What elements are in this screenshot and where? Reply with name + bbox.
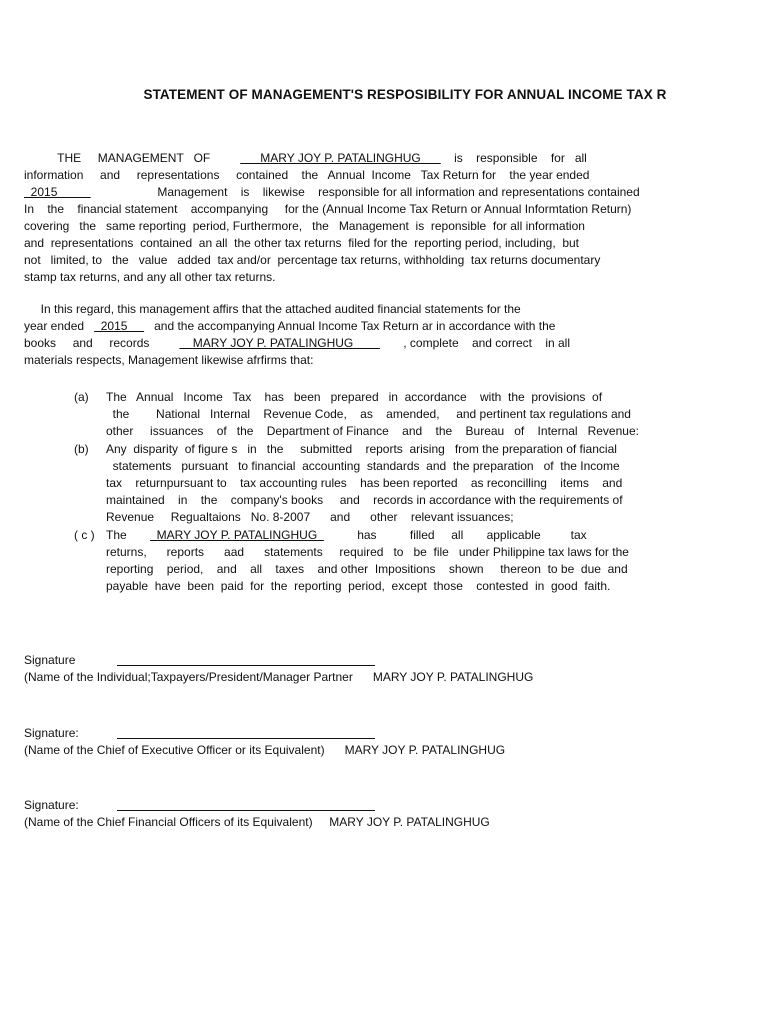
signature-line[interactable] bbox=[117, 665, 375, 666]
signature-block-2 bbox=[24, 725, 724, 759]
para1-line-2: information and representations contained the Annual Income Tax Return for the year ended bbox=[24, 168, 590, 182]
para2-line-2: year ended 2015 and the accompanying Annual Income Tax Return ar in accordance with the bbox=[24, 319, 556, 333]
document-title-text: STATEMENT OF MANAGEMENT'S RESPOSIBILITY FOR ANNUAL INCOME TAX R bbox=[143, 87, 667, 102]
para2-line-4: materials respects, Management likewise afrfirms that: bbox=[24, 353, 314, 367]
list-item-b: (b) Any disparity of figure s in the submitted reports arising from the preparation of fiancial statements pursuant to financial accounting standards and the preparation of the Income tax returnpursuant to tax accounting rules has been reported as reconcilling items and maintained in the company's books and records in accordance with the requirements of Revenue Regualtaions No. 8-2007 and other relevant issuances; bbox=[74, 442, 623, 524]
signature-label: Signature bbox=[24, 653, 76, 667]
para1-line-8: stamp tax returns, and any all other tax returns. bbox=[24, 270, 276, 284]
signatory-role: (Name of the Chief of Executive Officer or its Equivalent) bbox=[24, 743, 345, 757]
signatory-name: MARY JOY P. PATALINGHUG bbox=[344, 743, 506, 757]
para1-line-7: not limited, to the value added tax and/or percentage tax returns, withholding tax returns documentary bbox=[24, 253, 601, 267]
para1-line-1: THE MANAGEMENT OF MARY JOY P. PATALINGHUG is responsible for all bbox=[24, 151, 587, 165]
books-name-field: MARY JOY P. PATALINGHUG bbox=[179, 336, 380, 350]
year-field-2: 2015 bbox=[94, 319, 145, 333]
para1-line-3: 2015 Management is likewise responsible for all information and representations contained bbox=[24, 185, 640, 199]
list-item-label: (a) bbox=[74, 390, 89, 404]
signature-label: Signature: bbox=[24, 726, 79, 740]
signatory-name: MARY JOY P. PATALINGHUG bbox=[329, 815, 490, 829]
signature-block-1 bbox=[24, 652, 724, 686]
para2-line-3: books and records MARY JOY P. PATALINGHUG , complete and correct in all bbox=[24, 336, 570, 350]
signature-block-3 bbox=[24, 797, 724, 831]
signatory-role: (Name of the Individual;Taxpayers/President/Manager Partner bbox=[24, 670, 373, 684]
signatory-name: MARY JOY P. PATALINGHUG bbox=[372, 670, 534, 684]
signature-label: Signature: bbox=[24, 798, 79, 812]
signature-line[interactable] bbox=[117, 738, 375, 739]
year-field: 2015 bbox=[24, 185, 91, 199]
para2-line-1: In this regard, this management affirs that the attached audited financial statements for the bbox=[24, 302, 521, 316]
company-name-field: MARY JOY P. PATALINGHUG bbox=[240, 151, 441, 165]
list-item-a: (a) The Annual Income Tax has been prepared in accordance with the provisions of the National Internal Revenue Code, as amended, and pertinent tax regulations and other issuances of the Department of Finance and the Bureau of Internal Revenue: bbox=[74, 390, 639, 438]
list-item-c: ( c ) The MARY JOY P. PATALINGHUG has filled all applicable tax returns, reports aad statements required to be file under Philippine tax laws for the reporting period, and all taxes and other Impositions shown thereon to be due and payable have been paid for the reporting period, except those contested in good faith. bbox=[74, 528, 629, 593]
filer-name-field: MARY JOY P. PATALINGHUG bbox=[150, 528, 324, 542]
signatory-role: (Name of the Chief Financial Officers of its Equivalent) bbox=[24, 815, 330, 829]
para1-line-6: and representations contained an all the other tax returns filed for the reporting period, including, but bbox=[24, 236, 580, 250]
document-title bbox=[0, 86, 768, 103]
list-item-label: ( c ) bbox=[74, 528, 95, 542]
para1-line-5: covering the same reporting period, Furthermore, the Management is reponsible for all information bbox=[24, 219, 585, 233]
para1-line-4: In the financial statement accompanying for the (Annual Income Tax Return or Annual Informtation Return) bbox=[24, 202, 632, 216]
signature-line[interactable] bbox=[117, 810, 375, 811]
list-item-label: (b) bbox=[74, 442, 89, 456]
affirmation-paragraph bbox=[24, 301, 684, 369]
management-paragraph bbox=[24, 150, 684, 286]
